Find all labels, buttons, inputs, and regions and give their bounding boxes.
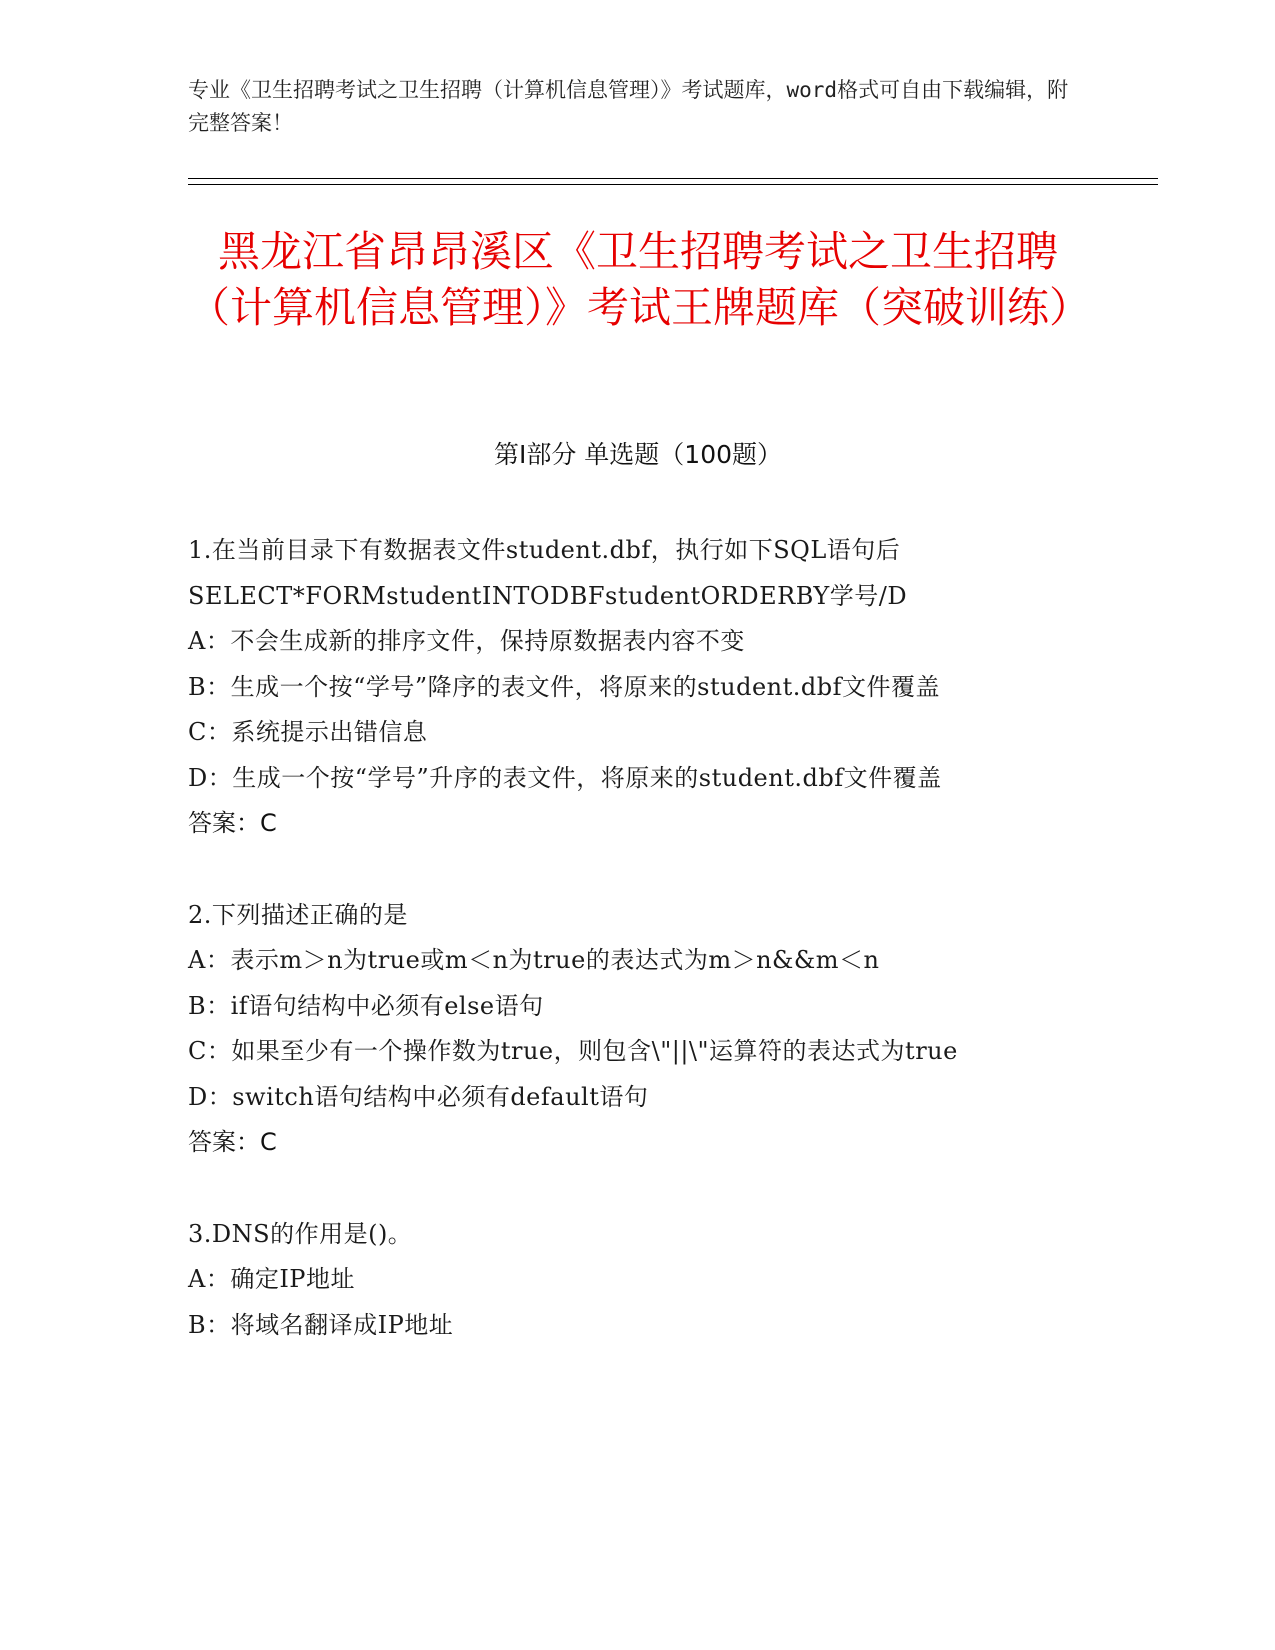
option-a: A：确定IP地址 (188, 1265, 355, 1293)
question-3 (188, 1212, 1088, 1349)
question-stem: 3.DNS的作用是()。 (188, 1219, 413, 1248)
option-b: B：将域名翻译成IP地址 (188, 1310, 454, 1339)
header-note: 专业《卫生招聘考试之卫生招聘（计算机信息管理）》考试题库，word格式可自由下载编辑，附完整答案！ (188, 78, 1069, 135)
option-c: C：系统提示出错信息 (188, 718, 428, 746)
option-a: A：表示m＞n为true或m＜n为true的表达式为m＞n&&m＜n (188, 946, 880, 974)
answer-line: 答案：C (188, 809, 277, 837)
question-list (188, 528, 1088, 1394)
answer-line: 答案：C (188, 1128, 277, 1156)
header-divider-bottom (188, 184, 1158, 185)
question-1 (188, 528, 1088, 847)
option-d: D：switch语句结构中必须有default语句 (188, 1082, 649, 1111)
question-stem: 1.在当前目录下有数据表文件student.dbf，执行如下SQL语句后SELECT*FORMstudentINTODBFstudentORDERBY学号/D (188, 536, 908, 610)
header-divider-top (188, 178, 1158, 179)
section-heading: 第I部分 单选题（100题） (493, 440, 783, 469)
option-b: B：if语句结构中必须有else语句 (188, 991, 544, 1020)
option-d: D：生成一个按“学号”升序的表文件，将原来的student.dbf文件覆盖 (188, 763, 942, 792)
question-stem: 2.下列描述正确的是 (188, 900, 408, 929)
question-2 (188, 893, 1088, 1166)
document-title: 黑龙江省昂昂溪区《卫生招聘考试之卫生招聘（计算机信息管理）》考试王牌题库（突破训练） (188, 227, 1092, 332)
option-a: A：不会生成新的排序文件，保持原数据表内容不变 (188, 627, 745, 655)
option-b: B：生成一个按“学号”降序的表文件，将原来的student.dbf文件覆盖 (188, 672, 940, 701)
option-c: C：如果至少有一个操作数为true，则包含\"||\"运算符的表达式为true (188, 1037, 958, 1065)
